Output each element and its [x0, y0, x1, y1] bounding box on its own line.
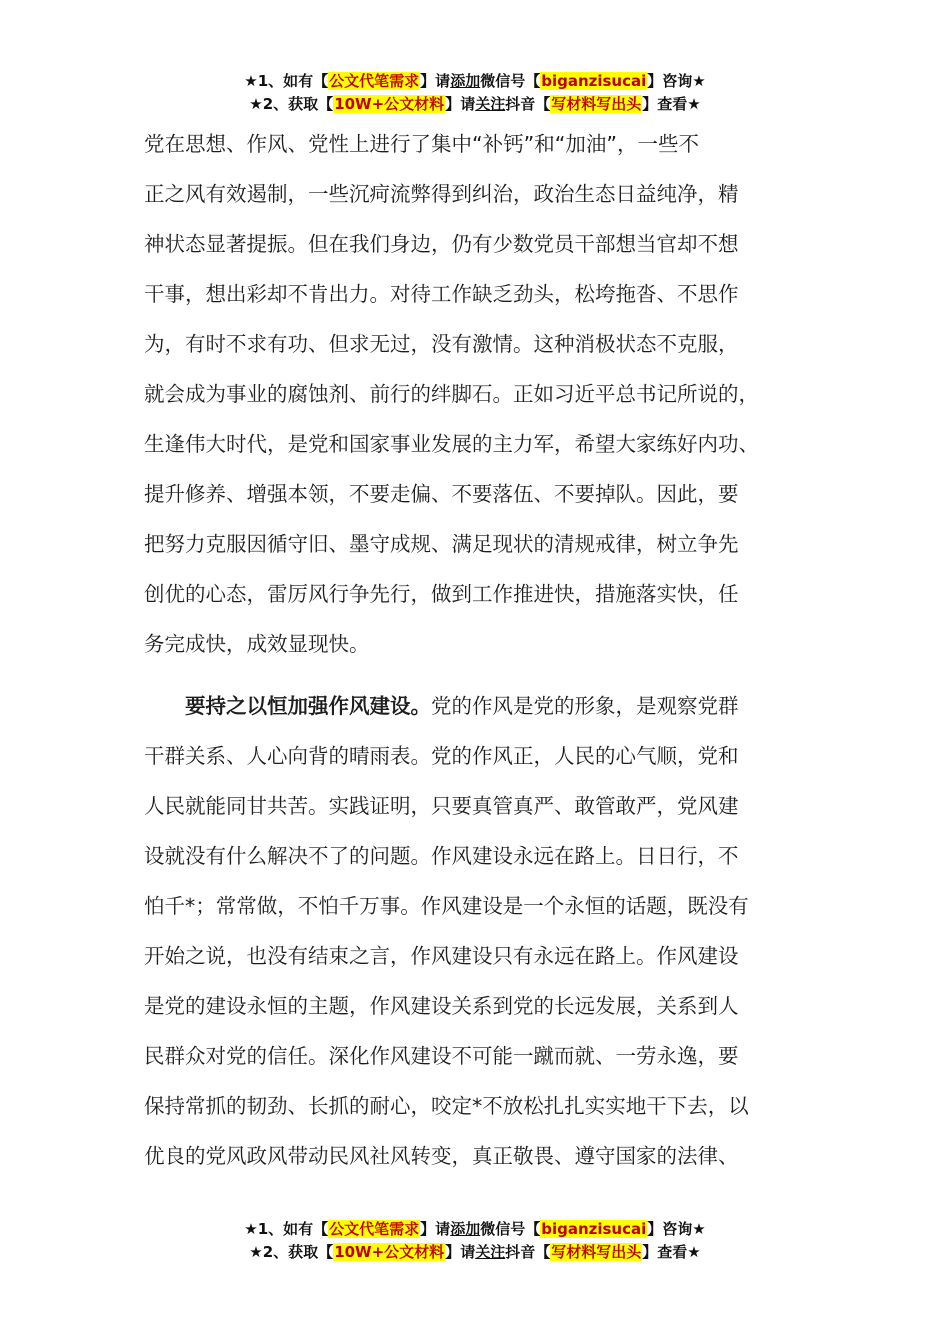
- text-line: 怕千*；常常做，不怕千万事。作风建设是一个永恒的话题，既没有: [144, 894, 749, 918]
- highlight-text: biganzisucai: [541, 1220, 647, 1238]
- text-line: 就会成为事业的腐蚀剂、前行的绊脚石。正如习近平总书记所说的，: [144, 382, 759, 406]
- text-line: 务完成快，成效显现快。: [144, 632, 370, 656]
- text-line: 设就没有什么解决不了的问题。作风建设永远在路上。日日行，不: [144, 844, 739, 868]
- banner-line-1: ★1、如有【公文代笔需求】请添加微信号【biganzisucai】咨询★: [244, 1220, 706, 1238]
- highlight-text: 10W+公文材料: [334, 1243, 445, 1261]
- highlight-text: 10W+公文材料: [334, 95, 445, 113]
- text-line: 人民就能同甘共苦。实践证明，只要真管真严、敢管敢严，党风建: [144, 794, 739, 818]
- banner-line-1: ★1、如有【公文代笔需求】请添加微信号【biganzisucai】咨询★: [244, 72, 706, 90]
- highlight-text: 写材料写出头: [551, 1243, 642, 1261]
- paragraph-gap: [144, 669, 824, 681]
- text-line: 把努力克服因循守旧、墨守成规、满足现状的清规戒律，树立争先: [144, 532, 739, 556]
- text-line: 党在思想、作风、党性上进行了集中“补钙”和“加油”，一些不: [144, 132, 699, 156]
- highlight-text: biganzisucai: [541, 72, 647, 90]
- highlight-text: 写材料写出头: [551, 95, 642, 113]
- text-line: 干事，想出彩却不肯出力。对待工作缺乏劲头，松垮拖沓、不思作: [144, 282, 739, 306]
- text-line: 要持之以恒加强作风建设。党的作风是党的形象，是观察党群: [185, 694, 739, 718]
- text-line: 是党的建设永恒的主题，作风建设关系到党的长远发展，关系到人: [144, 994, 739, 1018]
- header-banner: [0, 70, 950, 116]
- text-line: 干群关系、人心向背的晴雨表。党的作风正，人民的心气顺，党和: [144, 744, 739, 768]
- highlight-text: 公文代笔需求: [329, 1220, 420, 1238]
- footer-banner: [0, 1218, 950, 1264]
- text-line: 民群众对党的信任。深化作风建设不可能一蹴而就、一劳永逸，要: [144, 1044, 739, 1068]
- text-line: 优良的党风政风带动民风社风转变，真正敬畏、遵守国家的法律、: [144, 1144, 739, 1168]
- paragraph-2: [144, 681, 824, 1181]
- text-line: 生逢伟大时代，是党和国家事业发展的主力军，希望大家练好内功、: [144, 432, 759, 456]
- text-line: 正之风有效遏制，一些沉疴流弊得到纠治，政治生态日益纯净，精: [144, 182, 739, 206]
- text-line: 开始之说，也没有结束之言，作风建设只有永远在路上。作风建设: [144, 944, 739, 968]
- section-lead: 要持之以恒加强作风建设。: [185, 694, 431, 718]
- text-line: 提升修养、增强本领，不要走偏、不要落伍、不要掉队。因此，要: [144, 482, 739, 506]
- banner-line-2: ★2、获取【10W+公文材料】请关注抖音【写材料写出头】查看★: [249, 95, 701, 113]
- paragraph-1: [144, 119, 824, 669]
- highlight-text: 公文代笔需求: [329, 72, 420, 90]
- banner-line-2: ★2、获取【10W+公文材料】请关注抖音【写材料写出头】查看★: [249, 1243, 701, 1261]
- text-line: 为，有时不求有功、但求无过，没有激情。这种消极状态不克服，: [144, 332, 739, 356]
- text-line: 神状态显著提振。但在我们身边，仍有少数党员干部想当官却不想: [144, 232, 739, 256]
- text-line: 创优的心态，雷厉风行争先行，做到工作推进快，措施落实快，任: [144, 582, 739, 606]
- document-body: [144, 119, 824, 1181]
- text-line: 保持常抓的韧劲、长抓的耐心，咬定*不放松扎扎实实地干下去，以: [144, 1094, 749, 1118]
